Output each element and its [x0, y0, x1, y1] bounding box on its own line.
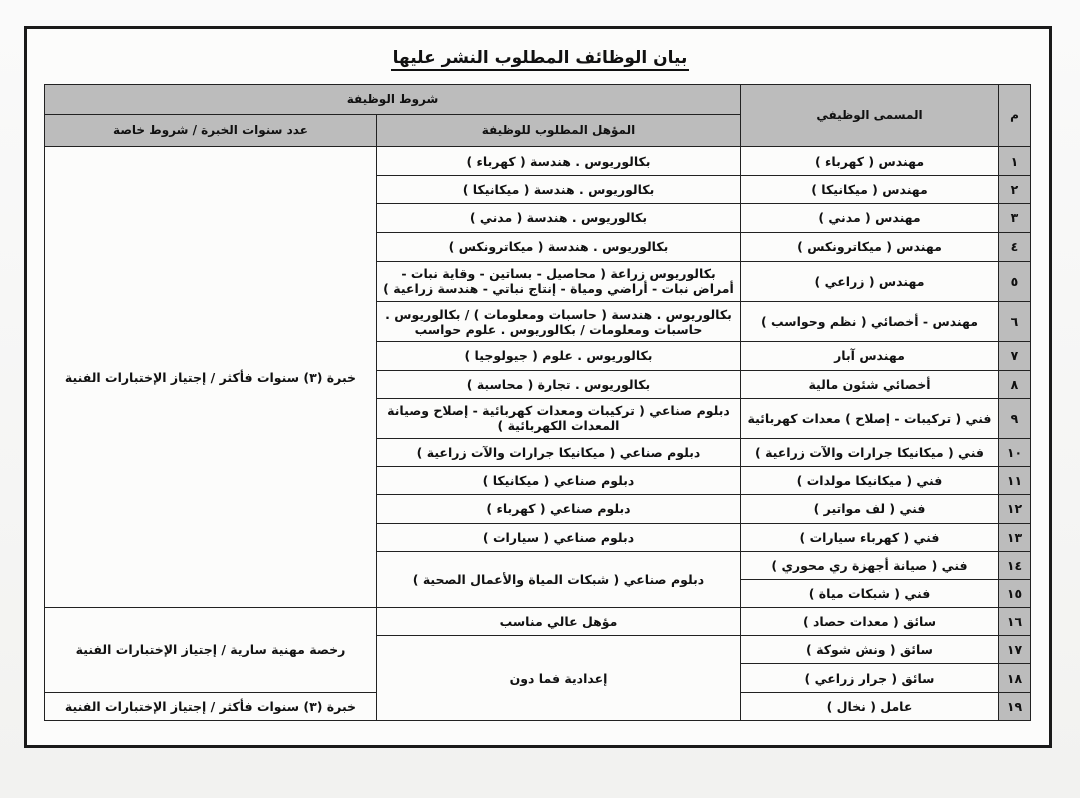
qualification-cell: بكالوريوس . هندسة ( مدني ) [377, 204, 741, 232]
qualification-cell: بكالوريوس . هندسة ( كهرباء ) [377, 147, 741, 176]
row-number: ١٦ [999, 608, 1031, 636]
qualification-cell: إعدادية فما دون [377, 636, 741, 721]
qualification-cell: بكالوريوس زراعة ( محاصيل - بساتين - وقاية نبات - أمراض نبات - أراضي ومياة - إنتاج نباتي - هندسة زراعية ) [377, 261, 741, 301]
row-number: ٤ [999, 232, 1031, 261]
qualification-cell: دبلوم صناعي ( ميكانيكا جرارات والآت زراعية ) [377, 438, 741, 466]
job-title-cell: مهندس ( زراعي ) [741, 261, 999, 301]
row-number: ١٧ [999, 636, 1031, 664]
job-title-cell: سائق ( جرار زراعي ) [741, 664, 999, 692]
page-title-text: بيان الوظائف المطلوب النشر عليها [391, 48, 690, 71]
page-title [0, 48, 1080, 68]
experience-cell: خبرة (٣) سنوات فأكثر / إجتياز الإختبارات الفنية [45, 692, 377, 720]
job-title-cell: فني ( شبكات مياة ) [741, 579, 999, 607]
qualification-cell: بكالوريوس . تجارة ( محاسبة ) [377, 370, 741, 398]
row-number: ١٨ [999, 664, 1031, 692]
job-title-cell: عامل ( نخال ) [741, 692, 999, 720]
row-number: ١٥ [999, 579, 1031, 607]
row-number: ١٣ [999, 523, 1031, 551]
row-number: ٩ [999, 398, 1031, 438]
row-number: ١٩ [999, 692, 1031, 720]
jobs-table [44, 84, 1031, 721]
row-number: ٥ [999, 261, 1031, 301]
experience-cell: رخصة مهنية سارية / إجتياز الإختبارات الفنية [45, 608, 377, 693]
job-title-cell: مهندس آبار [741, 342, 999, 370]
row-number: ٦ [999, 302, 1031, 342]
qualification-cell: مؤهل عالي مناسب [377, 608, 741, 636]
qualification-cell: دبلوم صناعي ( ميكانيكا ) [377, 467, 741, 495]
job-title-cell: مهندس ( ميكاترونكس ) [741, 232, 999, 261]
job-title-cell: فني ( صيانة أجهزة ري محوري ) [741, 551, 999, 579]
job-title-cell: فني ( ميكانيكا جرارات والآت زراعية ) [741, 438, 999, 466]
header-job-title: المسمى الوظيفي [741, 85, 999, 147]
job-title-cell: أخصائي شئون مالية [741, 370, 999, 398]
job-title-cell: فني ( كهرباء سيارات ) [741, 523, 999, 551]
qualification-cell: بكالوريوس . هندسة ( ميكاترونكس ) [377, 232, 741, 261]
row-number: ٣ [999, 204, 1031, 232]
qualification-cell: بكالوريوس . هندسة ( ميكانيكا ) [377, 176, 741, 204]
header-experience: عدد سنوات الخبرة / شروط خاصة [45, 115, 377, 147]
header-number: م [999, 85, 1031, 147]
header-qualification: المؤهل المطلوب للوظيفة [377, 115, 741, 147]
row-number: ١٤ [999, 551, 1031, 579]
qualification-cell: دبلوم صناعي ( شبكات المياة والأعمال الصحية ) [377, 551, 741, 607]
qualification-cell: دبلوم صناعي ( سيارات ) [377, 523, 741, 551]
job-title-cell: فني ( لف مواتير ) [741, 495, 999, 523]
job-title-cell: مهندس ( كهرباء ) [741, 147, 999, 176]
job-title-cell: مهندس ( مدني ) [741, 204, 999, 232]
job-title-cell: سائق ( ونش شوكة ) [741, 636, 999, 664]
job-title-cell: مهندس ( ميكانيكا ) [741, 176, 999, 204]
header-conditions: شروط الوظيفة [45, 85, 741, 115]
row-number: ١ [999, 147, 1031, 176]
row-number: ٨ [999, 370, 1031, 398]
row-number: ٧ [999, 342, 1031, 370]
row-number: ١١ [999, 467, 1031, 495]
row-number: ١٢ [999, 495, 1031, 523]
job-title-cell: فني ( تركيبات - إصلاح ) معدات كهربائية [741, 398, 999, 438]
row-number: ١٠ [999, 438, 1031, 466]
qualification-cell: بكالوريوس . هندسة ( حاسبات ومعلومات ) / بكالوريوس . حاسبات ومعلومات / بكالوريوس . علوم حواسب [377, 302, 741, 342]
table-row [45, 608, 1031, 636]
qualification-cell: دبلوم صناعي ( تركيبات ومعدات كهربائية - إصلاح وصيانة المعدات الكهربائية ) [377, 398, 741, 438]
experience-cell: خبرة (٣) سنوات فأكثر / إجتياز الإختبارات الفنية [45, 147, 377, 608]
job-title-cell: مهندس - أخصائي ( نظم وحواسب ) [741, 302, 999, 342]
table-row [45, 147, 1031, 176]
job-title-cell: سائق ( معدات حصاد ) [741, 608, 999, 636]
qualification-cell: بكالوريوس . علوم ( جيولوجيا ) [377, 342, 741, 370]
job-title-cell: فني ( ميكانيكا مولدات ) [741, 467, 999, 495]
qualification-cell: دبلوم صناعي ( كهرباء ) [377, 495, 741, 523]
row-number: ٢ [999, 176, 1031, 204]
